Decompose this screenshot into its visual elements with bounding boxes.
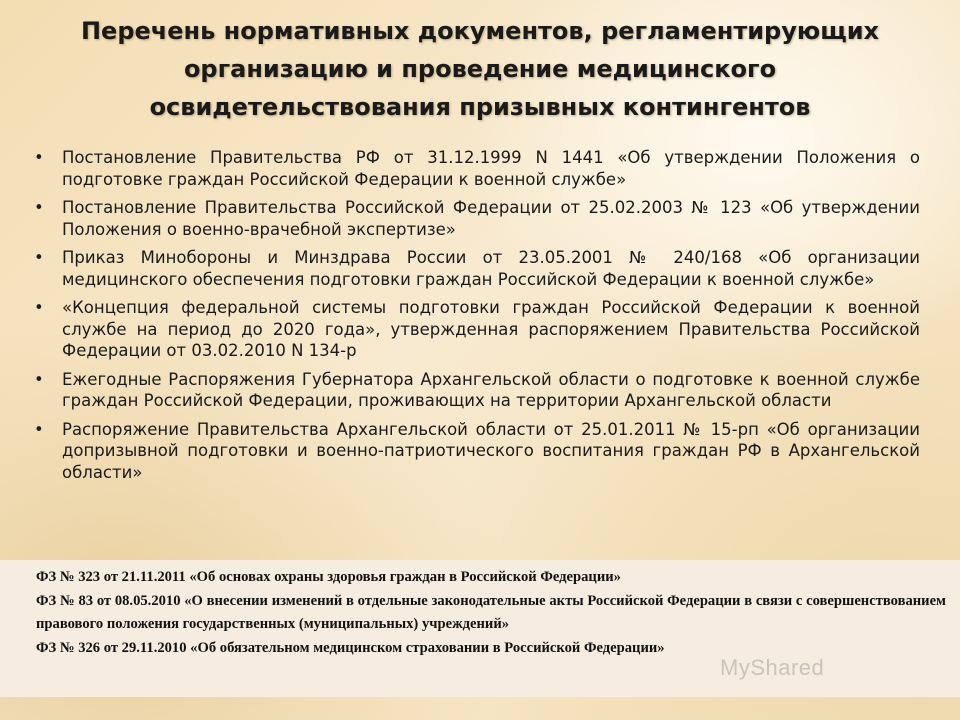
- bullet-icon: •: [34, 248, 44, 267]
- list-item: [28, 297, 920, 362]
- bullet-icon: •: [34, 198, 44, 217]
- bullet-icon: •: [34, 419, 44, 439]
- list-item: [28, 369, 920, 412]
- list-item: [28, 147, 920, 190]
- law-item: ФЗ № 326 от 29.11.2010 «Об обязательном медицинском страховании в Российской Федерации»: [36, 639, 665, 656]
- list-item-text: Ежегодные Распоряжения Губернатора Архангельской области о подготовке к военной службе граждан Российской Федерации, проживающих на территории Архангельской области: [62, 369, 920, 410]
- bullet-icon: •: [34, 148, 44, 167]
- slide-title: Перечень нормативных документов, регламентирующих организацию и проведение медицинского освидетельствования призывных контингентов: [80, 17, 880, 121]
- list-item-text: «Концепция федеральной системы подготовки граждан Российской Федерации к военной службе на период до 2020 года», утвержденная распоряжением Правительства Российской Федерации от 03.02.2010 N 134-р: [62, 298, 920, 360]
- list-item: [28, 197, 920, 240]
- bullet-icon: •: [34, 298, 44, 317]
- document-list: [28, 147, 920, 490]
- bullet-icon: •: [34, 369, 44, 389]
- watermark-logo: MyShared: [720, 655, 825, 680]
- list-item-text: Постановление Правительства РФ от 31.12.1999 N 1441 «Об утверждении Положения о подготовке граждан Российской Федерации к военной службе»: [62, 148, 920, 189]
- list-item: [28, 247, 920, 290]
- law-item: ФЗ № 83 от 08.05.2010 «О внесении изменений в отдельные законодательные акты Российской Федерации в связи с совершенствованием правового положения государственных (муниципальных) учреждений»: [36, 592, 946, 632]
- law-item: ФЗ № 323 от 21.11.2011 «Об основах охраны здоровья граждан в Российской Федерации»: [36, 569, 621, 585]
- list-item: [28, 419, 920, 484]
- list-item-text: Постановление Правительства Российской Федерации от 25.02.2003 № 123 «Об утверждении Положения о военно-врачебной экспертизе»: [62, 198, 920, 239]
- list-item-text: Приказ Минобороны и Минздрава России от 23.05.2001 № 240/168 «Об организации медицинского обеспечения подготовки граждан Российской Федерации к военной службе»: [62, 248, 920, 289]
- list-item-text: Распоряжение Правительства Архангельской области от 25.01.2011 № 15-рп «Об организации допризывной подготовки и военно-патриотического воспитания граждан РФ в Архангельской области»: [62, 419, 920, 482]
